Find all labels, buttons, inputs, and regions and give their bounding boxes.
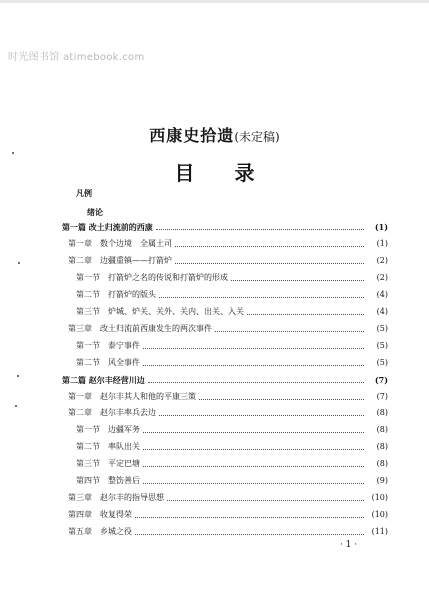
toc-entry-page: (8): [376, 459, 388, 469]
toc-entry-chapter: [0, 254, 429, 268]
toc-entry-title: [62, 220, 155, 234]
toc-entry-title: [68, 390, 198, 404]
toc-leader-dots: [167, 500, 364, 501]
toc-leader-dots: [175, 263, 364, 264]
toc-entry-title: [76, 474, 142, 488]
scan-speck: [17, 375, 19, 377]
toc-entry-title: [68, 491, 166, 505]
book-title-main: 西康史拾遗: [149, 126, 235, 145]
book-title: [0, 123, 429, 146]
toc-entry-text: 改土归流前的西康: [88, 222, 153, 232]
toc-entry-page: (8): [376, 425, 388, 435]
toc-entry-chapter: [0, 237, 429, 251]
toc-entry-chapter: [0, 508, 429, 522]
toc-entry-page: (1): [374, 222, 388, 232]
toc-entry-title: [68, 508, 134, 522]
toc-entry-label: 第二节: [76, 357, 100, 367]
scan-speck: [15, 405, 17, 407]
toc-entry-text: 风全事件: [108, 357, 140, 367]
toc-entry-label: 第一章: [68, 391, 92, 401]
toc-entry-title: [68, 237, 174, 251]
toc-entry-title: [76, 457, 142, 471]
toc-entry-chapter: [0, 406, 429, 420]
toc-entry-label: 第三节: [76, 459, 100, 469]
toc-entry-page: (9): [376, 476, 388, 486]
toc-leader-dots: [143, 449, 364, 450]
toc-entry-part: [0, 373, 429, 387]
toc-entry-text: 率队出关: [108, 442, 140, 452]
toc-leader-dots: [143, 432, 364, 433]
toc-entry-page: (10): [371, 510, 388, 520]
toc-entry-title: [76, 288, 158, 302]
toc-entry-title: [62, 373, 147, 387]
toc-leader-dots: [199, 399, 364, 400]
toc-entry-text: 整饬善后: [108, 476, 140, 486]
toc-entry-label: 第五章: [68, 527, 92, 537]
toc-entry-label: 第一篇: [62, 222, 86, 232]
toc-entry-text: 边疆军务: [108, 425, 140, 435]
toc-entry-section: [0, 305, 429, 319]
toc-entry-label: 第二节: [76, 442, 100, 452]
toc-entry-page: (7): [374, 374, 388, 385]
toc-entry-label: 第四节: [76, 476, 100, 486]
toc-entry-chapter: [0, 390, 429, 404]
toc-entry-label: 第三章: [68, 493, 92, 503]
toc-entry-section: [0, 356, 429, 370]
toc-entry-section: [0, 440, 429, 454]
toc-entry-label: 第一章: [68, 238, 92, 248]
book-title-subtitle: (未定稿): [234, 130, 280, 144]
toc-heading: 目录: [174, 161, 295, 185]
toc-entry-title: [68, 322, 214, 336]
toc-leader-dots: [175, 246, 364, 247]
toc-entry-chapter: [0, 491, 429, 505]
scan-speck: [18, 262, 20, 264]
toc-entry-text: 炉城、炉关、关外、关内、出关、入关: [108, 306, 244, 316]
toc-entry-label: 第四章: [68, 510, 92, 520]
front-matter-fanli: 凡例: [76, 188, 92, 198]
toc-entry-page: (5): [376, 323, 388, 333]
toc-entry-text: 平定巴塘: [108, 459, 140, 469]
toc-entry-label: 第三节: [76, 306, 100, 316]
toc-leader-dots: [143, 365, 364, 366]
toc-entry-text: 赵尔丰经营川边: [88, 374, 145, 385]
toc-entry-label: 第三章: [68, 323, 92, 333]
toc-entry-title: [68, 525, 134, 539]
toc-entry-label: 第二节: [76, 289, 100, 299]
toc-entry-text: 泰宁事件: [108, 340, 140, 350]
toc-entry-page: (4): [376, 306, 388, 316]
toc-leader-dots: [247, 314, 364, 315]
toc-entry-section: [0, 423, 429, 437]
toc-entry-title: [68, 406, 158, 420]
toc-entry-title: [76, 440, 142, 454]
toc-entry-text: 打箭炉之名的传说和打箭炉的形成: [108, 272, 228, 282]
toc-entry-title: [76, 356, 142, 370]
toc-entry-label: 第一节: [76, 425, 100, 435]
toc-entry-text: 改土归流前西康发生的两次事件: [100, 323, 212, 333]
toc-entry-label: 第一节: [76, 340, 100, 350]
toc-entry-page: (11): [371, 527, 388, 537]
toc-entry-label: 第二章: [68, 408, 92, 418]
toc-entry-section: [0, 271, 429, 285]
toc-entry-text: 数个边境 全属土司: [100, 238, 172, 248]
toc-entry-page: (2): [376, 255, 388, 265]
toc-entry-text: 打箭炉的版头: [108, 289, 156, 299]
toc-entry-text: 赵尔丰率兵去边: [100, 408, 156, 418]
toc-entry-title: [68, 254, 174, 268]
watermark: 时光图书馆 atimebook.com: [8, 52, 145, 63]
toc-leader-dots: [148, 382, 364, 383]
toc-entry-chapter: [0, 525, 429, 539]
toc-entry-page: (8): [376, 442, 388, 452]
toc-entry-page: (5): [376, 340, 388, 350]
toc-entry-text: 赵尔丰其人和他的平康三策: [100, 391, 196, 401]
toc-entry-page: (10): [371, 493, 388, 503]
toc-leader-dots: [143, 466, 364, 467]
toc-entry-text: 收复得荣: [100, 510, 132, 520]
toc-entry-chapter: [0, 322, 429, 336]
toc-leader-dots: [215, 331, 364, 332]
toc-entry-page: (8): [376, 408, 388, 418]
toc-entry-text: 乡城之役: [100, 527, 132, 537]
page-number: · 1 ·: [340, 540, 358, 550]
toc-entry-label: 第一节: [76, 272, 100, 282]
toc-leader-dots: [135, 517, 364, 518]
toc-entry-text: 边疆重镇——打箭炉: [100, 255, 172, 265]
toc-leader-dots: [135, 534, 364, 535]
toc-leader-dots: [156, 229, 364, 230]
toc-entry-page: (4): [376, 289, 388, 299]
toc-entry-part: [0, 220, 429, 234]
toc-entry-section: [0, 339, 429, 353]
toc-entry-title: [76, 423, 142, 437]
front-matter-xulun: 绪论: [87, 207, 103, 217]
scan-top-edge: [0, 0, 429, 3]
scan-speck: [12, 152, 14, 154]
toc-entry-page: (1): [376, 238, 388, 248]
toc-entry-page: (5): [376, 357, 388, 367]
toc-entry-title: [76, 339, 142, 353]
toc-leader-dots: [143, 348, 364, 349]
toc-entry-title: [76, 271, 230, 285]
toc-leader-dots: [159, 297, 364, 298]
toc-entry-text: 赵尔丰的指导思想: [100, 493, 164, 503]
toc-entry-page: (2): [376, 272, 388, 282]
toc-entry-section: [0, 474, 429, 488]
toc-entry-label: 第二章: [68, 255, 92, 265]
toc-entry-page: (7): [376, 391, 388, 401]
toc-entry-label: 第二篇: [62, 374, 86, 385]
toc-leader-dots: [159, 415, 364, 416]
toc-entry-section: [0, 288, 429, 302]
toc-entry-title: [76, 305, 246, 319]
toc-leader-dots: [143, 483, 364, 484]
toc-entry-section: [0, 457, 429, 471]
toc-leader-dots: [231, 280, 364, 281]
